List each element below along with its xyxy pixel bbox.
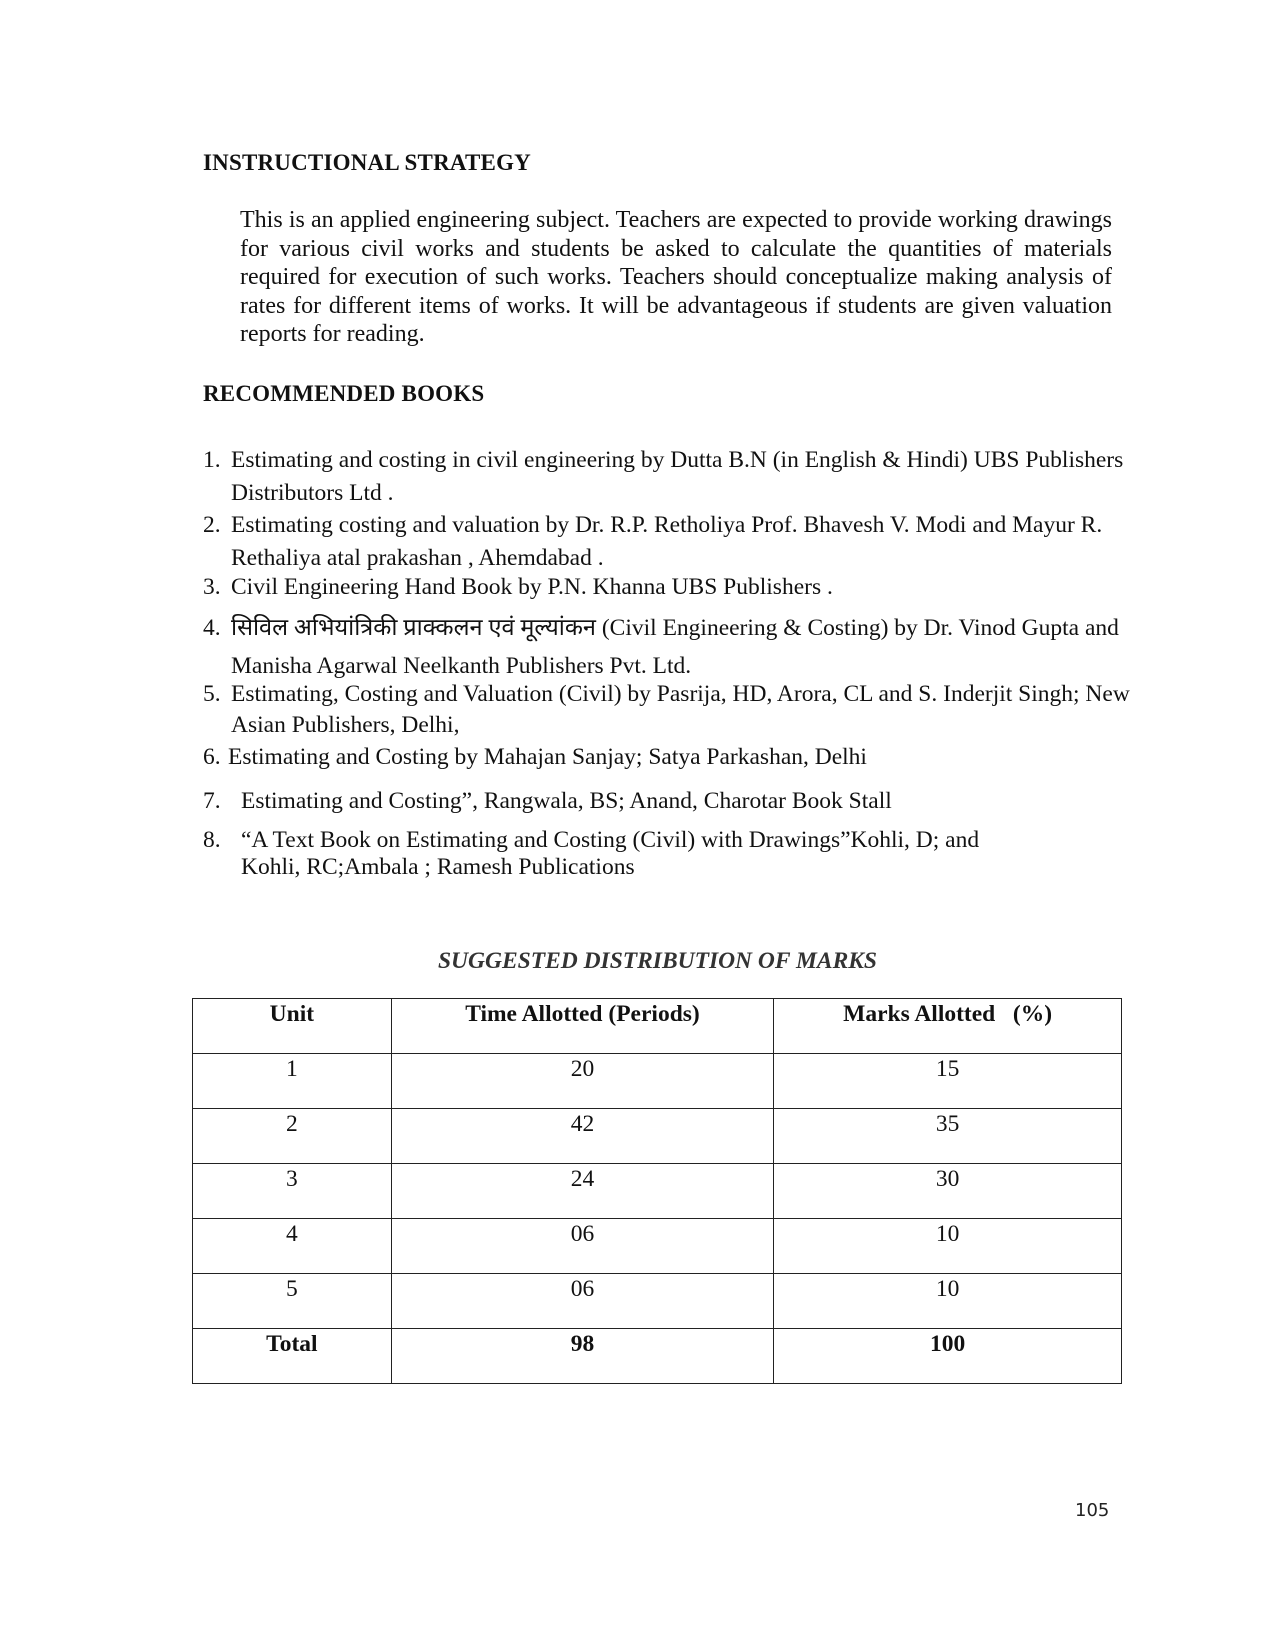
total-marks: 100 — [774, 1329, 1122, 1384]
book-item — [203, 509, 1133, 575]
total-periods: 98 — [391, 1329, 773, 1384]
book-item — [203, 827, 1133, 881]
book-text: Estimating, Costing and Valuation (Civil) by Pasrija, HD, Arora, CL and S. Inderjit Singh; New Asian Publishers, Delhi, — [231, 681, 1130, 738]
recommended-books-heading: RECOMMENDED BOOKS — [203, 381, 485, 406]
book-number: 3. — [203, 574, 221, 600]
table-row — [193, 1164, 1122, 1219]
header-time-allotted: Time Allotted (Periods) — [391, 999, 773, 1054]
book-item — [203, 571, 1133, 604]
book-number: 2. — [203, 512, 221, 538]
table-row — [193, 1054, 1122, 1109]
book-text: Estimating and Costing by Mahajan Sanjay; Satya Parkashan, Delhi — [228, 744, 867, 770]
header-marks-allotted: Marks Allotted (%) — [774, 999, 1122, 1054]
cell-marks: 35 — [774, 1109, 1122, 1164]
book-item — [203, 609, 1133, 685]
cell-periods: 24 — [391, 1164, 773, 1219]
cell-unit: 1 — [193, 1054, 392, 1109]
marks-distribution-title: SUGGESTED DISTRIBUTION OF MARKS — [437, 948, 877, 974]
book-text: सिविल अभियांत्रिकी प्राक्कलन एवं मूल्यांकन (Civil Engineering & Costing) by Dr. Vinod Gupta and Manisha Agarwal Neelkanth Publishers Pvt. Ltd. — [231, 615, 1119, 679]
cell-periods: 06 — [391, 1274, 773, 1329]
book-number: 4. — [203, 615, 221, 641]
instructional-strategy-heading: INSTRUCTIONAL STRATEGY — [203, 150, 531, 175]
book-item — [203, 788, 1133, 815]
book-text: Estimating costing and valuation by Dr. R.P. Retholiya Prof. Bhavesh V. Modi and Mayur R. Rethaliya atal prakashan , Ahemdabad . — [231, 512, 1103, 571]
book-item — [203, 741, 1133, 774]
cell-marks: 30 — [774, 1164, 1122, 1219]
book-item — [203, 679, 1133, 741]
book-number: 8. — [203, 827, 221, 853]
table-row — [193, 1109, 1122, 1164]
table-row — [193, 1274, 1122, 1329]
cell-periods: 20 — [391, 1054, 773, 1109]
book-number: 6. — [203, 744, 221, 770]
book-number: 5. — [203, 681, 221, 707]
book-text: Estimating and costing in civil engineering by Dutta B.N (in English & Hindi) UBS Publishers Distributors Ltd . — [231, 447, 1124, 506]
book-text: “A Text Book on Estimating and Costing (Civil) with Drawings”Kohli, D; and Kohli, RC;Ambala ; Ramesh Publications — [241, 827, 980, 880]
book-item — [203, 444, 1133, 510]
cell-unit: 5 — [193, 1274, 392, 1329]
cell-periods: 42 — [391, 1109, 773, 1164]
cell-marks: 10 — [774, 1219, 1122, 1274]
cell-unit: 4 — [193, 1219, 392, 1274]
page-number: 105 — [1075, 1500, 1110, 1521]
total-label: Total — [193, 1329, 392, 1384]
table-total-row — [193, 1329, 1122, 1384]
cell-periods: 06 — [391, 1219, 773, 1274]
book-number: 1. — [203, 447, 221, 473]
cell-unit: 3 — [193, 1164, 392, 1219]
book-text: Civil Engineering Hand Book by P.N. Khanna UBS Publishers . — [231, 574, 833, 600]
header-unit: Unit — [193, 999, 392, 1054]
cell-unit: 2 — [193, 1109, 392, 1164]
table-row — [193, 1219, 1122, 1274]
book-text: Estimating and Costing”, Rangwala, BS; Anand, Charotar Book Stall — [241, 788, 892, 814]
marks-distribution-table — [192, 998, 1122, 1384]
cell-marks: 10 — [774, 1274, 1122, 1329]
cell-marks: 15 — [774, 1054, 1122, 1109]
instructional-strategy-paragraph: This is an applied engineering subject. Teachers are expected to provide working drawings for various civil works and students be asked to calculate the quantities of materials required for execution of such works. Teachers should conceptualize making analysis of rates for different items of works. It will be advantageous if students are given valuation reports for reading. — [240, 207, 1112, 348]
book-number: 7. — [203, 788, 221, 814]
table-header-row — [193, 999, 1122, 1054]
